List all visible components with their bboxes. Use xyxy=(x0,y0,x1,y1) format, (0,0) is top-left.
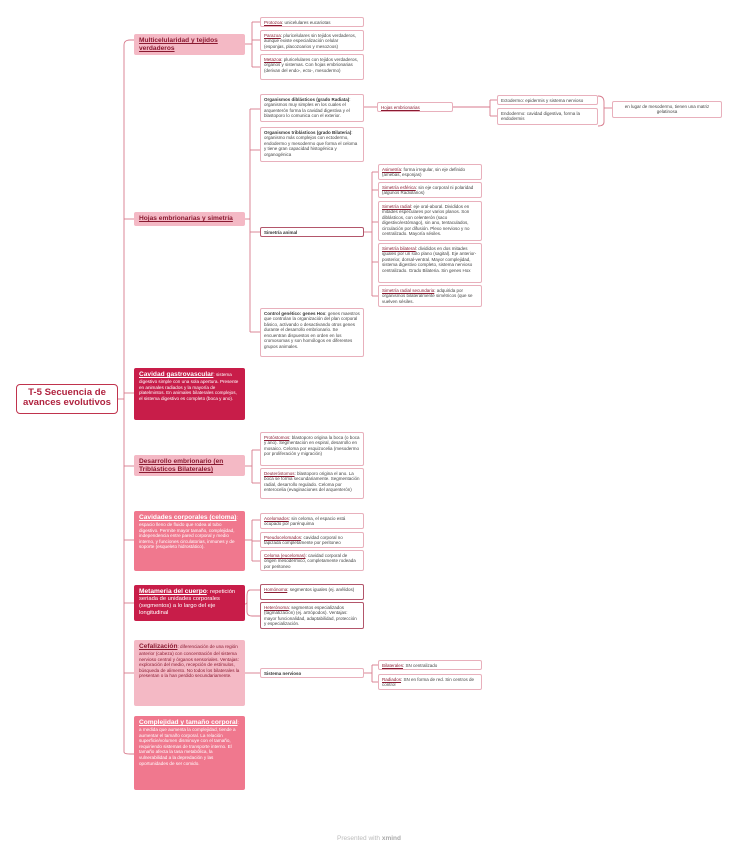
description: : segmentos iguales (ej. anélidos) xyxy=(287,587,355,592)
term: Homónoma xyxy=(264,587,288,592)
subtopic-hojas-embrionarias[interactable] xyxy=(377,102,453,112)
description: : sin celoma, el espacio está ocupado por parénquima xyxy=(264,516,346,527)
branch-title: Metameria del cuerpo xyxy=(139,588,207,595)
subtopic-simetria-radial-secundaria[interactable] xyxy=(378,285,482,307)
label: en lugar de mesodermo, tienen una matriz gelatinosa xyxy=(624,104,710,115)
branch-text: : diferenciación de una región anterior (cabeza) con concentración del sistema nervioso central y órganos sensoriales. Ventajas: exploración del medio, recepción de estímulos, búsqueda de alimento. No todos los bilaterales la presentan o la han perdido secundariamente. xyxy=(139,644,240,679)
description: : pluricelulares con tejidos verdaderos, órganos y sistemas. Con hojas embrionarias (derivan del endo-, ecto-, mesodermo) xyxy=(264,57,359,73)
description: : cavidad corporal no tapizada completamente por peritoneo xyxy=(264,535,343,546)
subtopic-genes-hox[interactable] xyxy=(260,308,364,357)
description: : SN centralizado xyxy=(403,663,438,668)
term: Organismos triblásticos (grado Bilateria) xyxy=(264,130,352,135)
branch-title: Multicelularidad y tejidos verdaderos xyxy=(139,37,218,53)
description: : unicelulares eucariotas xyxy=(282,20,331,25)
branch-hojas-embrionarias[interactable] xyxy=(134,212,245,226)
description: : pluricelulares sin tejidos verdaderos, aunque existe especialización celular (esponjas, placozoarios y mesozoos) xyxy=(264,33,357,49)
term: Parazoa xyxy=(264,33,281,38)
label: Sistema nervioso xyxy=(264,671,302,676)
subtopic-pseudocelomados[interactable] xyxy=(260,532,364,548)
term: Organismos diblásticos (grado Radiata) xyxy=(264,97,350,102)
term: Simetría radial secundaria xyxy=(382,288,435,293)
description: : organismo más complejos con ectodermo, endodermo y mesodermo que forma el celoma y tiene gran capacidad histogénica y organogénica xyxy=(264,130,358,157)
branch-text: : a medida que aumenta la complejidad, tiende a aumentar el tamaño corporal. La relación superficie/volumen disminuye con el tamaño, requiriendo sistemas de transporte interno. El tamaño afecta la tasa metabólica, la vulnerabilidad a la depredación y las oportunidades de ser comido. xyxy=(139,720,239,766)
subtopic-endodermo[interactable] xyxy=(497,108,598,125)
label: Endodermo: cavidad digestiva, forma la endodermis xyxy=(501,111,581,122)
term: Protóstomos xyxy=(264,435,290,440)
branch-title: Desarrollo embrionario (en Triblásticos Bilaterales) xyxy=(139,458,224,474)
subtopic-bilaterales[interactable] xyxy=(378,660,482,670)
subtopic-homonoma[interactable] xyxy=(260,584,364,600)
branch-title: Cefalización xyxy=(139,643,178,650)
description: : blastoporo origina el ano. La boca se forma secundariamente. Segmentación radial, desarrollo regulado. Celoma por enterocelia (evaginaciones del arquenterón) xyxy=(264,471,360,493)
description: : sin eje corporal ni polaridad (algunos Radiolarios) xyxy=(382,185,474,196)
subtopic-celoma[interactable] xyxy=(260,550,364,571)
subtopic-diblasticos[interactable] xyxy=(260,94,364,122)
subtopic-simetria-bilateral[interactable] xyxy=(378,243,482,283)
branch-cavidades-corporales[interactable] xyxy=(134,511,245,571)
footer-watermark xyxy=(0,835,738,842)
subtopic-heteronoma[interactable] xyxy=(260,602,364,629)
description: : eje oral-aboral. Divididos en mitades especulares por varios planos. Son diblásticos, con celenterón (saco digestivo/estómago), sin ano, tentaculados, circulación por difusión. Plexo nervioso y no centralizado. Mayoría sésiles. xyxy=(382,204,470,237)
subtopic-sistema-nervioso[interactable] xyxy=(260,668,364,678)
branch-text: : espacio lleno de fluido que rodea al tubo digestivo. Permite mayor tamaño, complejidad, independencia entre pared corporal y medio interno, y funciones circulatorias, inmunes y de soporte (esqueleto hidrostático). xyxy=(139,515,238,550)
term: Radiados xyxy=(382,677,402,682)
branch-metameria[interactable] xyxy=(134,585,245,621)
branch-multicelularidad[interactable] xyxy=(134,34,245,55)
term: Control genético: genes Hox xyxy=(264,311,326,316)
description: : adquirida por organismos bilateralmente simétricos (que se vuelven sésiles. xyxy=(382,288,473,304)
branch-desarrollo-embrionario[interactable] xyxy=(134,455,245,476)
subtopic-simetria-animal[interactable] xyxy=(260,227,364,237)
term: Protozoa xyxy=(264,20,283,25)
subtopic-simetria-esferica[interactable] xyxy=(378,182,482,198)
term: Asimetría xyxy=(382,167,402,172)
subtopic-mesoglea-summary[interactable] xyxy=(612,101,722,118)
description: : blastoporo origina la boca (o boca y ano). Segmentación en espiral, desarrollo en mosaico. Celoma por esquizocelia (mesodermo por proliferación y migración) xyxy=(264,435,360,457)
branch-text: : repetición seriada de unidades corporales (segmentos) a lo largo del eje longitudinal xyxy=(139,589,236,617)
term: Heterónoma xyxy=(264,605,289,610)
description: : divididos en dos mitades iguales por un solo plano (sagital). Eje anterior-posterior, dorsal-ventral. Mayor complejidad, sistema digestivo completo, sistema nervioso centralizado. Grado Bilateria. Sin genes Hox xyxy=(382,246,477,273)
term: Simetría bilateral xyxy=(382,246,416,251)
branch-title: Hojas embrionarias y simetría xyxy=(139,215,233,222)
description: : segmentos especializados (tagmatización) (ej. artrópodos). Ventajas: mayor funcionalidad, adaptabilidad, protección y especialización. xyxy=(264,605,357,627)
term: Deuteróstomos xyxy=(264,471,295,476)
description: : organismos muy simples en los cuales el arquenterón forma la cavidad digestiva y el blastoporo lo comunica con el exterior. xyxy=(264,97,351,119)
footer-brand: xmind xyxy=(381,835,401,842)
branch-title: Cavidades corporales (celoma) xyxy=(139,514,237,521)
description: : cavidad corporal de origen mesodérmico, completamente rodeada por peritoneo xyxy=(264,553,356,569)
term: Bilaterales xyxy=(382,663,404,668)
branch-title: Cavidad gastrovascular xyxy=(139,371,214,378)
root-title: T-5 Secuencia de avances evolutivos xyxy=(23,387,111,409)
term: Metazoa xyxy=(264,57,282,62)
subtopic-metazoa[interactable] xyxy=(260,54,364,80)
subtopic-acelomados[interactable] xyxy=(260,513,364,529)
branch-cefalizacion[interactable] xyxy=(134,640,245,706)
subtopic-deuterostomos[interactable] xyxy=(260,468,364,499)
term: Pseudocelomados xyxy=(264,535,302,540)
subtopic-radiados[interactable] xyxy=(378,674,482,690)
footer-text: Presented with xyxy=(337,835,381,842)
label: Hojas embrionarias xyxy=(381,105,420,110)
description: : SN en forma de red. Sin centros de control xyxy=(382,677,475,688)
label: Ectodermo: epidermis y sistema nervioso xyxy=(501,98,584,103)
branch-cavidad-gastrovascular[interactable] xyxy=(134,368,245,420)
subtopic-asimetria[interactable] xyxy=(378,164,482,180)
term: Celoma (eucelomas) xyxy=(264,553,306,558)
root-topic[interactable] xyxy=(16,384,118,414)
subtopic-protozoa[interactable] xyxy=(260,17,364,27)
label: Simetría animal xyxy=(264,230,298,235)
subtopic-protostomos[interactable] xyxy=(260,432,364,466)
description: : genes maestros que controlan la organización del plan corporal básico, activando o desactivando otros genes durante el desarrollo embrionario. Se encuentran dispuestos en orden en los cromosomas y son homólogos en diferentes grupos animales. xyxy=(264,311,360,349)
branch-complejidad[interactable] xyxy=(134,716,245,790)
term: Acelomados xyxy=(264,516,289,521)
subtopic-simetria-radial[interactable] xyxy=(378,201,482,241)
branch-text: : sistema digestivo simple con una sola apertura. Presente en animales radiados y la mayoría de platelmintos. En animales bilaterales complejos, el sistema digestivo es completo (boca y ano). xyxy=(139,372,239,401)
subtopic-triblasticos[interactable] xyxy=(260,127,364,162)
term: Simetría esférica xyxy=(382,185,416,190)
subtopic-ectodermo[interactable] xyxy=(497,95,598,105)
subtopic-parazoa[interactable] xyxy=(260,30,364,51)
branch-title: Complejidad y tamaño corporal xyxy=(139,719,238,726)
description: : forma irregular, sin eje definido (amebas, esponjas) xyxy=(382,167,466,178)
term: Simetría radial xyxy=(382,204,412,209)
